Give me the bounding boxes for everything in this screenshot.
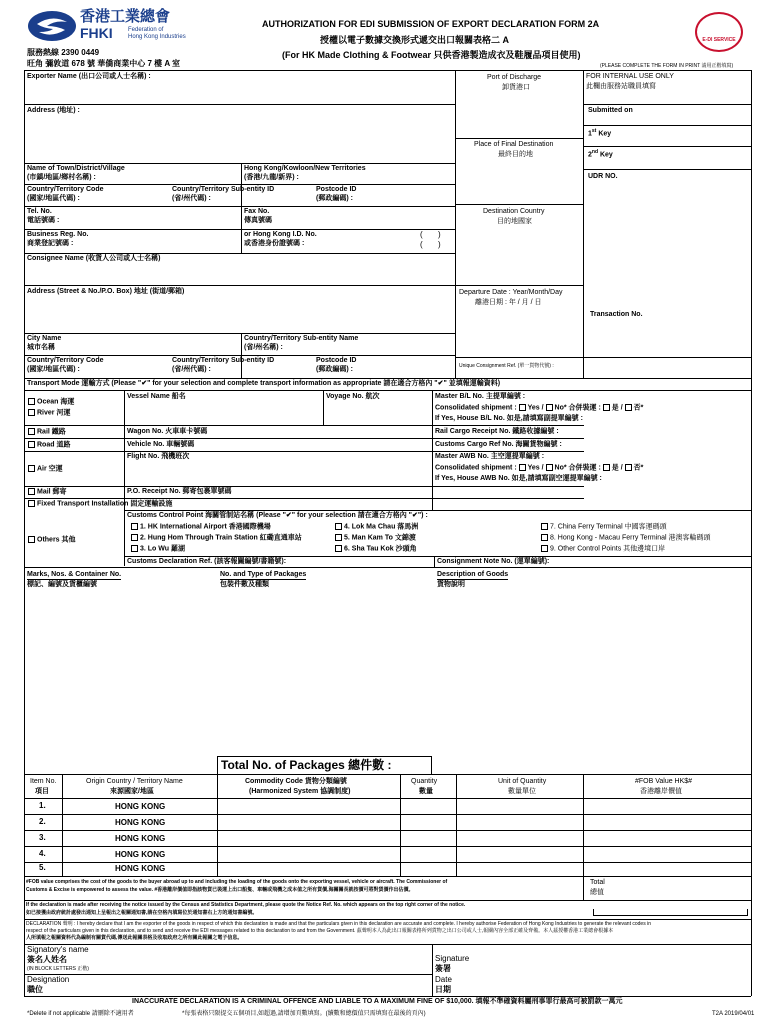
destination-country-label: Destination Country: [483, 208, 545, 215]
yes-checkbox[interactable]: [519, 404, 526, 411]
col-commodity-code-zh: (Harmonized System 協調制度): [249, 788, 351, 795]
cp-lowu-option[interactable]: 3. Lo Wu 羅湖: [131, 545, 185, 553]
date-label: Date: [435, 975, 452, 984]
departure-date-label: Departure Date : Year/Month/Day: [459, 289, 563, 296]
departure-date-zh: 離港日期 : 年 / 月 / 日: [475, 299, 542, 306]
notice-ref-input[interactable]: [593, 909, 748, 916]
road-option[interactable]: Road 道路: [28, 441, 70, 449]
col-origin-zh: 來源國家/地區: [110, 788, 154, 795]
final-destination-label: Place of Final Destination: [474, 141, 554, 148]
yes-zh-checkbox[interactable]: [603, 404, 610, 411]
col-quantity: Quantity: [411, 778, 438, 785]
exporter-postcode-label: Postcode ID: [316, 186, 357, 193]
fob-note-1: #FOB value comprises the cost of the goods to the buyer abroad up to and including the loading of the goods onto the exporting vessel, vehicle or aircraft. The Commissioner of: [26, 879, 448, 885]
yes-checkbox-awb[interactable]: [519, 464, 526, 471]
port-discharge-zh: 卸貨港口: [502, 84, 530, 91]
others-option[interactable]: Others 其他: [28, 536, 76, 544]
form-title-zh: 授權以電子數據交換形式遞交出口報關表格二 A: [320, 35, 510, 45]
goods-description-label-zh: 貨物說明: [437, 581, 465, 588]
rail-option[interactable]: Rail 鐵路: [28, 428, 66, 436]
cp-hunghom-option[interactable]: 2. Hung Hom Through Train Station 紅磡直通車站: [131, 534, 302, 542]
no-zh-checkbox[interactable]: [625, 404, 632, 411]
fixed-installation-option[interactable]: Fixed Transport Installation 固定運輸設施: [28, 500, 172, 508]
house-bl-label: If Yes, House B/L No. 如是,請填寫副提單編號 :: [435, 415, 583, 422]
brn-label-zh: 商業登記號碼 :: [27, 240, 74, 247]
region-label: Hong Kong/Kowloon/New Territories: [244, 165, 366, 172]
vehicle-no-label: Vehicle No. 車輛號碼: [127, 441, 195, 448]
fhki-logo-icon: [27, 10, 77, 42]
brn-label: Business Reg. No.: [27, 231, 89, 238]
col-fob: #FOB Value HK$#: [635, 778, 693, 785]
org-name-en-1: Federation of: [128, 27, 164, 33]
declaration-text-1: DECLARATION 聲明 : I hereby declare that I am the exporter of the goods in respect of which this declaration is made and that the particulars given in this declaration are accurate and complete. I hereby authorise Federation of Hong Kong Industries to generate the relevant codes in: [26, 921, 651, 927]
consignee-subentity-zh: (省/州代碼) :: [172, 366, 211, 373]
town-label-zh: (市鎮/地區/鄉村名稱) :: [27, 174, 96, 181]
item-3-no: 3.: [39, 833, 46, 842]
cp-mankamto-option[interactable]: 5. Man Kam To 文錦渡: [335, 534, 416, 542]
control-point-header: Customs Control Point 海關管制站名稱 (Please "✔" for your selection 請在適合方格內 "✔") :: [127, 512, 428, 519]
total-packages-box: [217, 756, 432, 774]
consignee-name-label: Consignee Name (收貨人公司或人士名稱): [27, 255, 161, 262]
consignee-country-code-zh: (國家/地區代碼) :: [27, 366, 80, 373]
customs-cargo-label: Customs Cargo Ref No. 海關貨物編號 :: [435, 441, 562, 448]
fob-note-2: Customs & Excise is empowered to assess the value. #香港離岸價值即指該物貨已裝運上出口船隻、車輛或飛機之成本值之所有貨價,海關關長就按價可將對貨價作出估價。: [26, 887, 414, 893]
item-4-origin: HONG KONG: [115, 850, 166, 859]
item-2-origin: HONG KONG: [115, 818, 166, 827]
item-5-no: 5.: [39, 863, 46, 872]
house-awb-label: If Yes, House AWB No. 如是,請填寫副空運提單編號 :: [435, 475, 602, 482]
item-5-origin: HONG KONG: [115, 864, 166, 873]
no-zh-checkbox-awb[interactable]: [625, 464, 632, 471]
exporter-name-label: Exporter Name (出口公司或人士名稱) :: [27, 73, 151, 80]
col-item-no: Item No.: [30, 778, 57, 785]
packages-label: No. and Type of Packages: [220, 571, 307, 578]
col-unit: Unit of Quantity: [498, 778, 547, 785]
master-bl-label: Master B/L No. 主提單編號 :: [435, 393, 526, 400]
signature-label: Signature: [435, 954, 470, 963]
final-destination-zh: 最終目的地: [498, 151, 533, 158]
internal-use-title-zh: 此欄由服務站職員填寫: [586, 83, 656, 90]
org-name-zh: 香港工業總會: [80, 8, 171, 25]
internal-use-title: FOR INTERNAL USE ONLY: [586, 73, 674, 80]
flight-no-label: Flight No. 飛機班次: [127, 453, 190, 460]
declaration-text-2: respect of the particulars given in this declaration, and to send and receive the EDI messages related to this declaration to and from the Government. 茲聲明本人為此出口報關表格所列貨物之出口公司或人士,報關內容全部正確及齊備。本人茲授權香港工業總會根據本: [26, 928, 614, 934]
rail-receipt-label: Rail Cargo Receipt No. 鐵路收據編號 :: [435, 428, 559, 435]
delete-note: *Delete if not applicable 請刪除不適用者: [27, 1011, 134, 1017]
org-name-en-2: Hong Kong Industries: [128, 34, 186, 40]
signatory-name-label-zh: 簽名人姓名: [27, 955, 67, 964]
cp-other-option[interactable]: 9. Other Control Points 其他邊境口岸: [541, 545, 665, 553]
consignee-postcode-zh: (郵政編碼) :: [316, 366, 353, 373]
item-2-no: 2.: [39, 817, 46, 826]
col-quantity-zh: 數量: [419, 788, 433, 795]
badge-text: E-DI SERVICE: [702, 37, 736, 43]
col-item-no-zh: 項目: [35, 788, 49, 795]
consolidated-shipment-bl: Consolidated shipment : Yes / No* 合併裝運 : 是 / 否*: [435, 404, 644, 412]
exporter-country-code-label: Country/Territory Code: [27, 186, 104, 193]
packages-label-zh: 包裝件數及種類: [220, 581, 269, 588]
wagon-no-label: Wagon No. 火車車卡號碼: [127, 428, 208, 435]
master-awb-label: Master AWB No. 主空運提單編號 :: [435, 453, 545, 460]
goods-description-label: Description of Goods: [437, 571, 509, 578]
total-packages-label: Total No. of Packages 總件數 :: [221, 758, 392, 772]
air-option[interactable]: Air 空運: [28, 465, 63, 473]
item-4-no: 4.: [39, 849, 46, 858]
form-subtitle: (For HK Made Clothing & Footwear 只供香港製造成衣及鞋履品項目使用): [282, 50, 581, 60]
tel-label: Tel. No.: [27, 208, 52, 215]
total-label: Total: [590, 879, 605, 886]
designation-label: Designation: [27, 975, 70, 984]
signature-label-zh: 簽署: [435, 964, 451, 973]
exporter-country-code-zh: (國家/地區代碼) :: [27, 195, 80, 202]
customs-declaration-ref-label: Customs Declaration Ref. (該客報關編號/書籍號):: [127, 558, 287, 565]
exporter-subentity-label: Country/Territory Sub-entity ID: [172, 186, 275, 193]
cp-shataukok-option[interactable]: 6. Sha Tau Kok 沙頭角: [335, 545, 417, 553]
col-origin: Origin Country / Territory Name: [86, 778, 183, 785]
hkid-check-close-2: ): [438, 240, 441, 249]
consignee-address-label: Address (Street & No./P.O. Box) 地址 (街道/郵箱): [27, 288, 185, 295]
consignment-note-label: Consignment Note No. (運單編號):: [437, 558, 550, 565]
cp-china-ferry-option[interactable]: 7. China Ferry Terminal 中國客運碼頭: [541, 523, 667, 531]
hotline: 服務熱線 2390 0449: [27, 48, 100, 57]
designation-label-zh: 職位: [27, 985, 43, 994]
transaction-no-label: Transaction No.: [590, 311, 643, 318]
city-label-zh: 城市名稱: [27, 344, 55, 351]
branch-address: 旺角 彌敦道 678 號 華僑商業中心 7 樓 A 室: [27, 59, 181, 68]
marks-label-zh: 標記、編號及貨櫃編號: [27, 581, 97, 588]
tel-label-zh: 電話號碼 :: [27, 217, 60, 224]
first-key-label: 1st Key: [588, 128, 612, 138]
river-option[interactable]: River 河運: [28, 409, 70, 417]
col-fob-zh: 香港離岸價值: [640, 788, 682, 795]
fax-label-zh: 傳真號碼: [244, 217, 272, 224]
consignee-postcode-label: Postcode ID: [316, 357, 357, 364]
cp-macau-ferry-option[interactable]: 8. Hong Kong - Macau Ferry Terminal 港澳客輪碼頭: [541, 534, 711, 542]
total-label-zh: 總值: [590, 889, 604, 896]
exporter-subentity-zh: (省/州代碼) :: [172, 195, 211, 202]
ocean-option[interactable]: Ocean 海運: [28, 398, 74, 406]
consignee-subentity-label: Country/Territory Sub-entity ID: [172, 357, 275, 364]
cp-lokmachau-option[interactable]: 4. Lok Ma Chau 落馬洲: [335, 523, 418, 531]
consignee-subentity-name-label: Country/Territory Sub-entity Name: [244, 335, 359, 342]
edi-service-badge: [695, 12, 743, 52]
consolidated-shipment-awb: Consolidated shipment : Yes / No* 合併裝運 : 是 / 否*: [435, 464, 644, 472]
po-receipt-label: P.O. Receipt No. 郵寄包裹單號碼: [127, 488, 232, 495]
exporter-postcode-zh: (郵政編碼) :: [316, 195, 353, 202]
ucr-label: Unique Consignment Ref. (單一貨物代號) :: [459, 363, 554, 369]
second-key-label: 2nd Key: [588, 149, 613, 159]
block-letters-note: (IN BLOCK LETTERS 正楷): [27, 966, 89, 972]
town-label: Name of Town/District/Village: [27, 165, 125, 172]
hkid-check-open-2: (: [420, 240, 423, 249]
vessel-name-label: Vessel Name 船名: [127, 393, 186, 400]
date-label-zh: 日期: [435, 985, 451, 994]
udr-label: UDR NO.: [588, 173, 618, 180]
col-commodity-code: Commodity Code 貨物分類編號: [245, 778, 347, 785]
notice-note-2: 如已接獲由政府統計處發出通知上呈報出之報關通知書,請在空格內填寫位於通知書右上方的通知書編號。: [26, 910, 258, 916]
print-note: (PLEASE COMPLETE THE FORM IN PRINT 請用正楷填寫): [600, 63, 734, 69]
port-discharge-label: Port of Discharge: [487, 74, 542, 81]
yes-zh-checkbox-awb[interactable]: [603, 464, 610, 471]
item-3-origin: HONG KONG: [115, 834, 166, 843]
item-1-origin: HONG KONG: [115, 802, 166, 811]
col-unit-zh: 數量單位: [508, 788, 536, 795]
exporter-address-label: Address (地址) :: [27, 107, 80, 114]
submitted-on-label: Submitted on: [588, 107, 633, 114]
hkid-check-open: (: [420, 230, 423, 239]
hkid-label: or Hong Kong I.D. No.: [244, 231, 317, 238]
notice-note-1: If the declaration is made after receiving the notice issued by the Census and Statistics Department, please quote the Notice Ref. No. which appears on the top right corner of the notice.: [26, 902, 466, 908]
hkid-check-close: ): [438, 230, 441, 239]
city-label: City Name: [27, 335, 62, 342]
hkid-label-zh: 或香港身份證號碼 :: [244, 240, 305, 247]
page-note: *每張表格只限提交五個項目,如超過,請增加頁數填寫。(續數和總價值只需填寫在最後的頁內): [182, 1011, 426, 1017]
consignee-country-code-label: Country/Territory Code: [27, 357, 104, 364]
region-label-zh: (香港/九龍/新界) :: [244, 174, 299, 181]
no-checkbox-awb[interactable]: [546, 464, 553, 471]
consignee-subentity-name-zh: (省/州名稱) :: [244, 344, 283, 351]
marks-label: Marks, Nos. & Container No.: [27, 571, 122, 578]
form-title-en: AUTHORIZATION FOR EDI SUBMISSION OF EXPORT DECLARATION FORM 2A: [262, 19, 600, 29]
fax-label: Fax No.: [244, 208, 270, 215]
cp-airport-option[interactable]: 1. HK International Airport 香港國際機場: [131, 523, 271, 531]
no-checkbox[interactable]: [546, 404, 553, 411]
transport-mode-header: Transport Mode 運輸方式 (Please "✔" for your selection and complete transport information as appropriate 請在適合方格內 "✔" 並填報運輸資料): [27, 380, 501, 387]
declaration-text-3: 人所填報之報關資料代為編制有關貨代碼,傳送此報關表格及收取政府之所有關此報關之電子信息。: [26, 935, 243, 941]
signatory-name-label: Signatory's name: [27, 945, 89, 954]
criminal-offence-warning: INACCURATE DECLARATION IS A CRIMINAL OFFENCE AND LIABLE TO A MAXIMUM FINE OF $10,000. 填報不準確資料屬刑事罪行最高可被罰款一萬元: [132, 998, 623, 1005]
voyage-no-label: Voyage No. 航次: [326, 393, 380, 400]
item-1-no: 1.: [39, 801, 46, 810]
form-code: T2A 2019/04/01: [712, 1011, 755, 1017]
org-abbr: FHKI: [80, 25, 113, 41]
mail-option[interactable]: Mail 郵寄: [28, 488, 67, 496]
destination-country-zh: 目的地國家: [497, 218, 532, 225]
